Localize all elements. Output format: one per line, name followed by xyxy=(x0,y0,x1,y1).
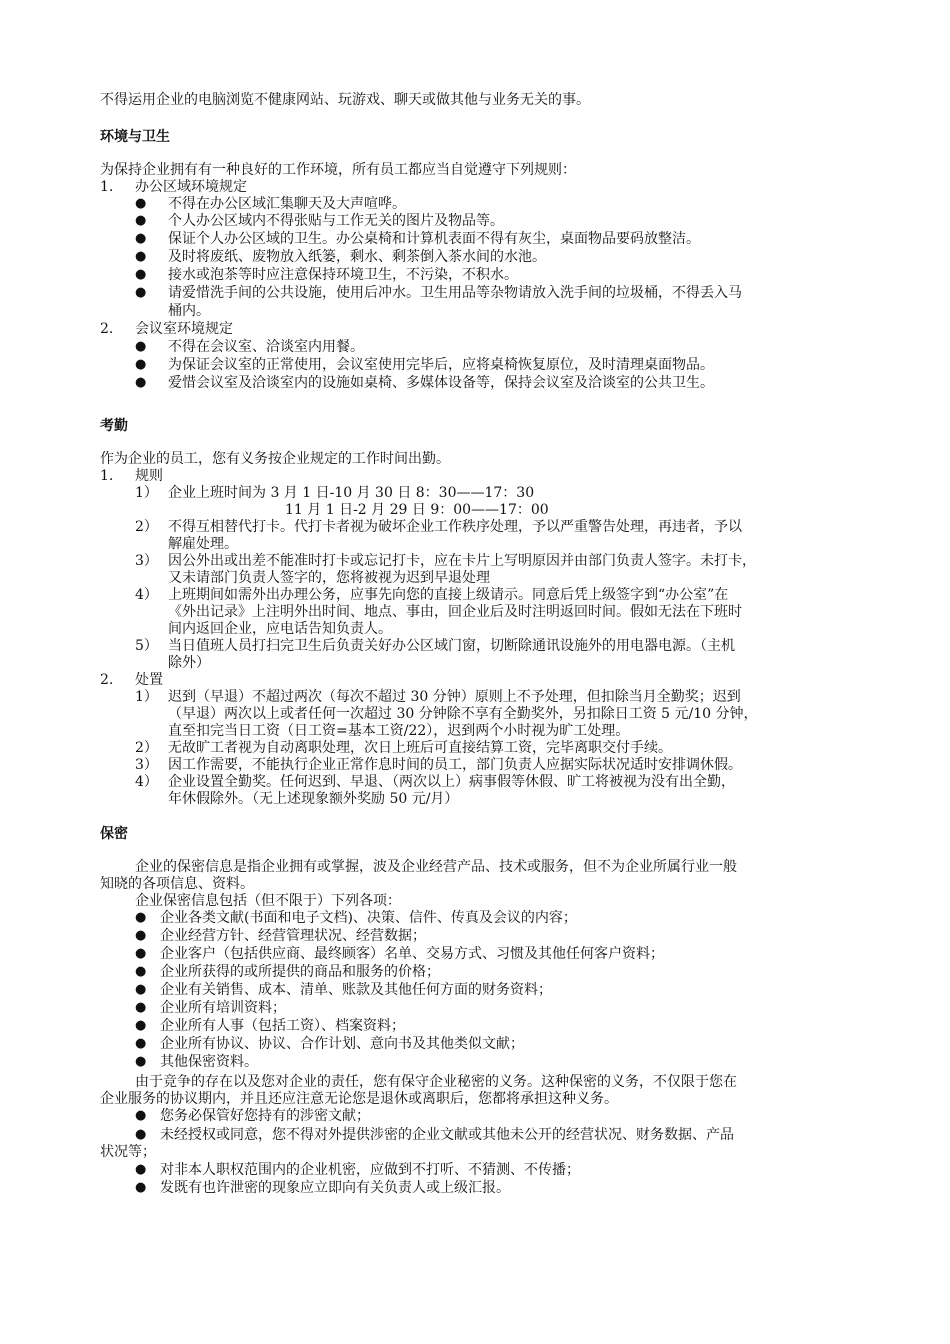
rule-line: 因公外出或出差不能准时打卡或忘记打卡，应在卡片上写明原因并由部门负责人签字。未打卡， xyxy=(168,553,756,569)
handling-line: 企业设置全勤奖。任何迟到、早退、（两次以上）病事假等休假、旷工将被视为没有出全勤， xyxy=(168,774,735,790)
rule-line: 上班期间如需外出办理公务，应事先向您的直接上级请示。同意后凭上级签字到“办公室”在 xyxy=(168,587,729,603)
rule-line: 不得互相替代打卡。代打卡者视为破坏企业工作秩序处理，予以严重警告处理，再违者，予以 xyxy=(168,519,742,535)
handling-line: 年休假除外。（无上述现象额外奖励 50 元/月） xyxy=(168,791,459,807)
list-item: 为保证会议室的正常使用，会议室使用完毕后，应将桌椅恢复原位，及时清理桌面物品。 xyxy=(168,357,714,373)
bullet-icon: ● xyxy=(135,1180,147,1195)
list-item: 未经授权或同意，您不得对外提供涉密的企业文献或其他未公开的经营状况、财务数据、产品 xyxy=(160,1127,734,1143)
bullet-icon: ● xyxy=(135,964,147,979)
paragraph-line: 企业保密信息包括（但不限于）下列各项： xyxy=(135,893,401,909)
item-number: 1） xyxy=(135,689,158,705)
bullet-icon: ● xyxy=(135,1127,147,1142)
attendance-intro: 作为企业的员工，您有义务按企业规定的工作时间出勤。 xyxy=(100,451,450,467)
bullet-icon: ● xyxy=(135,1018,147,1033)
list-item: 对非本人职权范围内的企业机密，应做到不打听、不猜测、不传播； xyxy=(160,1162,580,1178)
bullet-icon: ● xyxy=(135,946,147,961)
bullet-icon: ● xyxy=(135,249,147,264)
rule-line: 又未请部门负责人签字的，您将被视为迟到早退处理 xyxy=(168,570,490,586)
list-item: 个人办公区域内不得张贴与工作无关的图片及物品等。 xyxy=(168,213,504,229)
intro-line: 不得运用企业的电脑浏览不健康网站、玩游戏、聊天或做其他与业务无关的事。 xyxy=(100,92,590,108)
list-number: 1. xyxy=(100,468,114,484)
bullet-icon: ● xyxy=(135,982,147,997)
item-number: 4） xyxy=(135,587,158,603)
list-item: 及时将废纸、废物放入纸篓，剩水、剩茶倒入茶水间的水池。 xyxy=(168,249,546,265)
rule-line: 除外） xyxy=(168,655,210,671)
subsection-title: 会议室环境规定 xyxy=(135,321,233,337)
rule-line: 间内返回企业，应电话告知负责人。 xyxy=(168,621,392,637)
bullet-icon: ● xyxy=(135,213,147,228)
item-number: 3） xyxy=(135,757,158,773)
bullet-icon: ● xyxy=(135,1162,147,1177)
subsection-title: 处置 xyxy=(135,672,163,688)
bullet-icon: ● xyxy=(135,1054,147,1069)
bullet-icon: ● xyxy=(135,196,147,211)
list-number: 2. xyxy=(100,672,114,688)
item-number: 2） xyxy=(135,740,158,756)
item-number: 5） xyxy=(135,638,158,654)
item-number: 4） xyxy=(135,774,158,790)
paragraph-line: 知晓的各项信息、资料。 xyxy=(100,876,254,892)
list-item-continued: 状况等； xyxy=(100,1144,156,1160)
list-item: 不得在办公区域汇集聊天及大声喧哗。 xyxy=(168,196,406,212)
bullet-icon: ● xyxy=(135,1036,147,1051)
paragraph-line: 企业服务的协议期内，并且还应注意无论您是退休或离职后，您都将承担这种义务。 xyxy=(100,1091,618,1107)
list-item: 您务必保管好您持有的涉密文献； xyxy=(160,1108,370,1124)
bullet-icon: ● xyxy=(135,1000,147,1015)
handling-line: 迟到（早退）不超过两次（每次不超过 30 分钟）原则上不予处理，但扣除当月全勤奖；迟到 xyxy=(168,689,741,705)
paragraph-line: 由于竞争的存在以及您对企业的责任，您有保守企业秘密的义务。这种保密的义务，不仅限于您在 xyxy=(135,1074,737,1090)
section-title-attendance: 考勤 xyxy=(100,418,128,434)
bullet-icon: ● xyxy=(135,339,147,354)
bullet-icon: ● xyxy=(135,231,147,246)
list-item: 企业所有协议、协议、合作计划、意向书及其他类似文献； xyxy=(160,1036,524,1052)
list-item: 企业各类文献(书面和电子文档)、决策、信件、传真及会议的内容； xyxy=(160,910,577,926)
list-item: 企业经营方针、经营管理状况、经营数据； xyxy=(160,928,426,944)
list-item: 爱惜会议室及洽谈室内的设施如桌椅、多媒体设备等，保持会议室及洽谈室的公共卫生。 xyxy=(168,375,714,391)
list-item: 企业客户（包括供应商、最终顾客）名单、交易方式、习惯及其他任何客户资料； xyxy=(160,946,664,962)
list-item: 其他保密资料。 xyxy=(160,1054,258,1070)
bullet-icon: ● xyxy=(135,267,147,282)
list-item: 企业所有人事（包括工资）、档案资料； xyxy=(160,1018,405,1034)
rule-line: 《外出记录》上注明外出时间、地点、事由，回企业后及时注明返回时间。假如无法在下班时 xyxy=(168,604,742,620)
rule-line: 11 月 1 日-2 月 29 日 9：00——17：00 xyxy=(285,502,549,518)
rule-line: 当日值班人员打扫完卫生后负责关好办公区域门窗，切断除通讯设施外的用电器电源。（主机 xyxy=(168,638,735,654)
section-title-confidentiality: 保密 xyxy=(100,826,128,842)
handling-line: 直至扣完当日工资（日工资=基本工资/22），迟到两个小时视为旷工处理。 xyxy=(168,723,630,739)
subsection-title: 办公区域环境规定 xyxy=(135,179,247,195)
bullet-icon: ● xyxy=(135,928,147,943)
bullet-icon: ● xyxy=(135,285,147,300)
bullet-icon: ● xyxy=(135,1108,147,1123)
item-number: 2） xyxy=(135,519,158,535)
list-item-continued: 桶内。 xyxy=(168,303,210,319)
list-item: 保证个人办公区域的卫生。办公桌椅和计算机表面不得有灰尘，桌面物品要码放整洁。 xyxy=(168,231,700,247)
list-item: 接水或泡茶等时应注意保持环境卫生，不污染，不积水。 xyxy=(168,267,518,283)
list-item: 企业有关销售、成本、清单、账款及其他任何方面的财务资料； xyxy=(160,982,552,998)
list-item: 发既有也许泄密的现象应立即向有关负责人或上级汇报。 xyxy=(160,1180,510,1196)
list-item: 请爱惜洗手间的公共设施，使用后冲水。卫生用品等杂物请放入洗手间的垃圾桶，不得丢入马 xyxy=(168,285,742,301)
list-item: 企业所有培训资料； xyxy=(160,1000,286,1016)
bullet-icon: ● xyxy=(135,357,147,372)
rule-line: 解雇处理。 xyxy=(168,536,238,552)
list-number: 1. xyxy=(100,179,114,195)
paragraph-line: 企业的保密信息是指企业拥有或掌握，波及企业经营产品、技术或服务，但不为企业所属行业一般 xyxy=(135,859,737,875)
list-item: 不得在会议室、洽谈室内用餐。 xyxy=(168,339,364,355)
subsection-title: 规则 xyxy=(135,468,163,484)
item-number: 1） xyxy=(135,485,158,501)
rule-line: 企业上班时间为 3 月 1 日-10 月 30 日 8：30——17：30 xyxy=(168,485,535,501)
list-number: 2. xyxy=(100,321,114,337)
handling-line: （早退）两次以上或者任何一次超过 30 分钟除不享有全勤奖外，另扣除日工资 5 元/10 分钟， xyxy=(168,706,758,722)
bullet-icon: ● xyxy=(135,910,147,925)
handling-line: 因工作需要，不能执行企业正常作息时间的员工，部门负责人应据实际状况适时安排调休假。 xyxy=(168,757,742,773)
list-item: 企业所获得的或所提供的商品和服务的价格； xyxy=(160,964,440,980)
item-number: 3） xyxy=(135,553,158,569)
section-title-environment: 环境与卫生 xyxy=(100,129,170,145)
handling-line: 无故旷工者视为自动离职处理，次日上班后可直接结算工资，完毕离职交付手续。 xyxy=(168,740,672,756)
bullet-icon: ● xyxy=(135,375,147,390)
env-intro: 为保持企业拥有有一种良好的工作环境，所有员工都应当自觉遵守下列规则： xyxy=(100,162,576,178)
